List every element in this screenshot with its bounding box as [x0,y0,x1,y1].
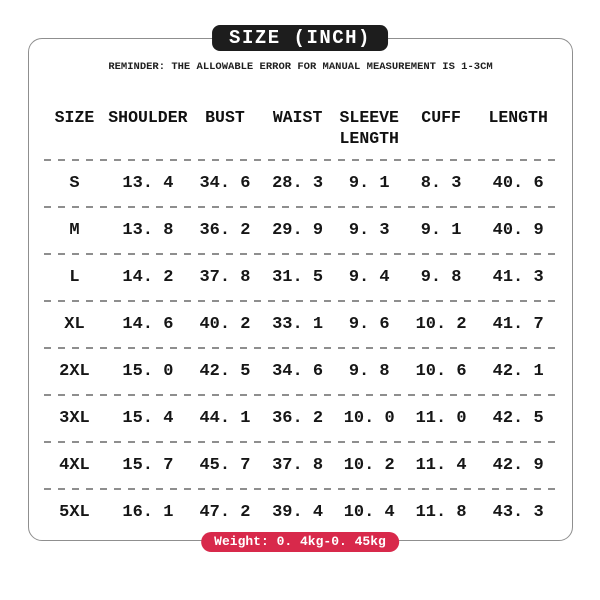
measurement-value: 13. 8 [122,221,174,240]
column-header: CUFF [421,108,461,127]
size-label: 4XL [59,456,90,475]
measurement-value: 10. 4 [343,503,395,522]
table-body [41,161,560,535]
measurement-value: 9. 1 [348,174,390,193]
measurement-reminder: REMINDER: THE ALLOWABLE ERROR FOR MANUAL MEASUREMENT IS 1-3CM [108,61,493,73]
table-row [41,443,560,488]
measurement-value: 42. 9 [492,456,544,475]
measurement-value: 10. 6 [415,362,467,381]
measurement-value: 14. 6 [122,315,174,334]
size-label: 5XL [59,503,90,522]
table-header-row [41,107,560,159]
measurement-value: 33. 1 [272,315,324,334]
measurement-value: 15. 4 [122,409,174,428]
measurement-value: 41. 3 [492,268,544,287]
measurement-value: 40. 6 [492,174,544,193]
measurement-value: 37. 8 [199,268,251,287]
size-label: XL [64,315,85,334]
table-row [41,302,560,347]
table-row [41,490,560,535]
column-header: WAIST [272,108,323,127]
measurement-value: 31. 5 [272,268,324,287]
measurement-value: 34. 6 [272,362,324,381]
measurement-value: 36. 2 [199,221,251,240]
size-unit-badge: SIZE (INCH) [212,25,388,51]
measurement-value: 44. 1 [199,409,251,428]
measurement-value: 10. 2 [343,456,395,475]
measurement-value: 10. 0 [343,409,395,428]
size-label: M [69,221,80,240]
measurement-value: 41. 7 [492,315,544,334]
size-chart-card [28,38,573,541]
measurement-value: 42. 1 [492,362,544,381]
measurement-value: 10. 2 [415,315,467,334]
measurement-value: 47. 2 [199,503,251,522]
measurement-value: 39. 4 [272,503,324,522]
table-row [41,349,560,394]
measurement-value: 45. 7 [199,456,251,475]
column-header: SHOULDER [108,108,188,127]
measurement-value: 9. 1 [420,221,462,240]
measurement-value: 15. 7 [122,456,174,475]
size-label: 3XL [59,409,90,428]
size-label: 2XL [59,362,90,381]
measurement-value: 13. 4 [122,174,174,193]
measurement-value: 42. 5 [492,409,544,428]
measurement-value: 14. 2 [122,268,174,287]
column-header: LENGTH [488,108,548,127]
measurement-value: 36. 2 [272,409,324,428]
column-header: SIZE [54,108,95,127]
measurement-value: 11. 4 [415,456,467,475]
measurement-value: 11. 0 [415,409,467,428]
measurement-value: 9. 4 [348,268,390,287]
table-row [41,396,560,441]
table-row [41,161,560,206]
column-header: BUST [205,108,245,127]
measurement-value: 11. 8 [415,503,467,522]
measurement-value: 9. 8 [348,362,390,381]
measurement-value: 34. 6 [199,174,251,193]
size-label: L [69,268,80,287]
measurement-value: 8. 3 [420,174,462,193]
measurement-value: 43. 3 [492,503,544,522]
size-label: S [69,174,80,193]
measurement-value: 9. 6 [348,315,390,334]
size-table [41,107,560,535]
measurement-value: 28. 3 [272,174,324,193]
measurement-value: 29. 9 [272,221,324,240]
measurement-value: 9. 8 [420,268,462,287]
measurement-value: 15. 0 [122,362,174,381]
column-header: SLEEVE LENGTH [339,108,399,148]
measurement-value: 40. 9 [492,221,544,240]
measurement-value: 9. 3 [348,221,390,240]
measurement-value: 16. 1 [122,503,174,522]
weight-badge: Weight: 0. 4kg-0. 45kg [201,532,399,552]
measurement-value: 37. 8 [272,456,324,475]
measurement-value: 42. 5 [199,362,251,381]
table-row [41,255,560,300]
table-row [41,208,560,253]
measurement-value: 40. 2 [199,315,251,334]
